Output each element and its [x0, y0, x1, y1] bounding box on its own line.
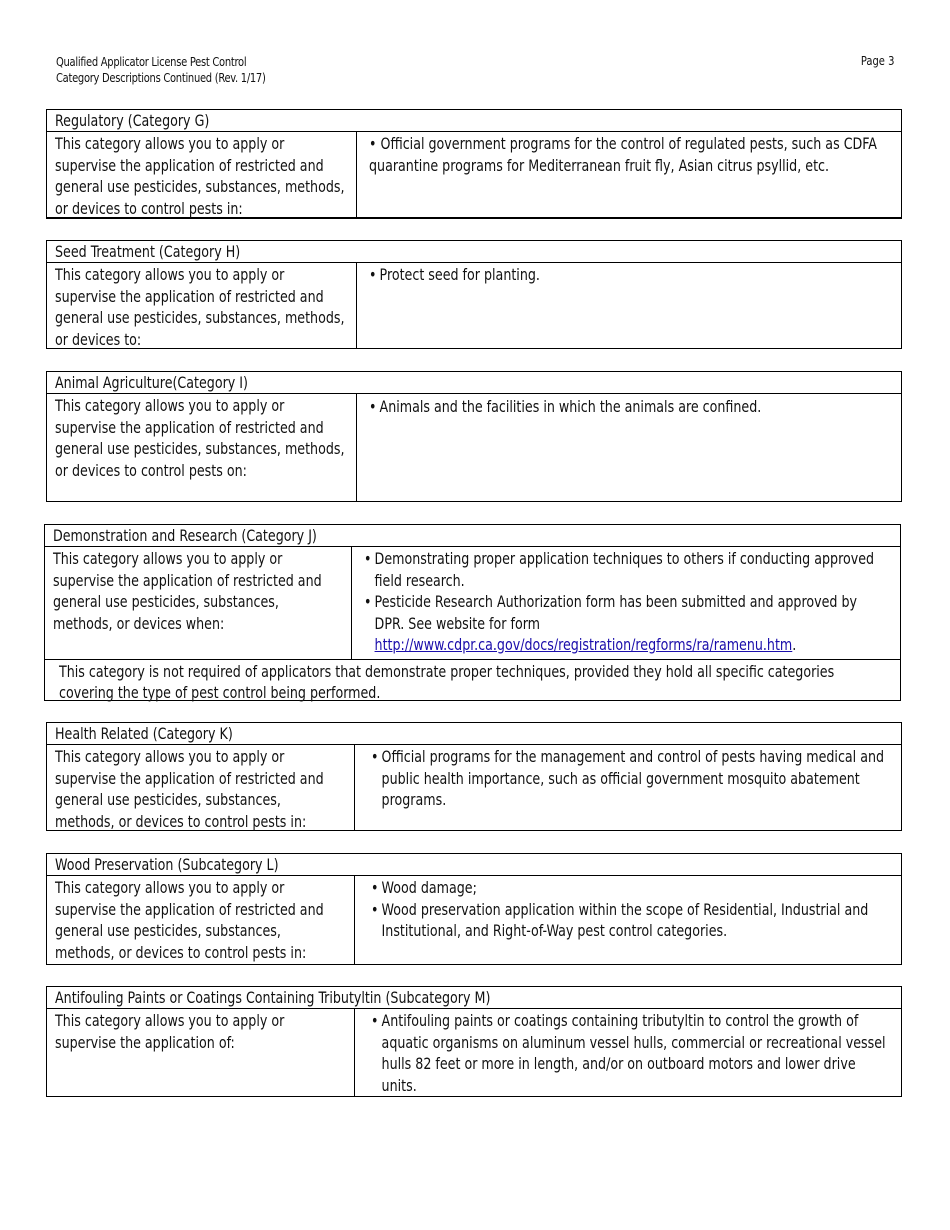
header-title: Qualified Applicator License Pest Control	[56, 55, 247, 69]
scope-item: • Demonstrating proper application techniques to others if conducting approved field research.	[364, 548, 889, 591]
category-scope	[357, 394, 901, 502]
category-k-table	[46, 722, 902, 831]
scope-item: • Official programs for the management and control of pests having medical and public health importance, such as official government mosquito abatement programs.	[371, 746, 890, 811]
category-description: This category allows you to apply or supervise the application of restricted and general use pesticides, substances, methods, or devices to control pests in:	[47, 876, 355, 965]
scope-item: • Protect seed for planting.	[369, 264, 890, 286]
category-footnote: This category is not required of applicators that demonstrate proper techniques, provided they hold all specific categories covering the type of pest control being performed.	[45, 659, 900, 706]
page-number: Page 3	[860, 54, 894, 68]
category-scope: • Official government programs for the control of regulated pests, such as CDFA quarantine programs for Mediterranean fruit fly, Asian citrus psyllid, etc.	[369, 134, 877, 175]
category-m-table	[46, 986, 902, 1097]
section-title: Regulatory (Category G)	[47, 110, 901, 132]
category-h-table	[46, 240, 902, 349]
section-title: Health Related (Category K)	[47, 723, 901, 745]
dpr-form-link[interactable]: http://www.cdpr.ca.gov/docs/registration/regforms/ra/ramenu.htm	[374, 635, 793, 654]
header-subtitle: Category Descriptions Continued (Rev. 1/17)	[56, 71, 266, 85]
category-scope	[357, 263, 901, 349]
category-description: This category allows you to apply or supervise the application of:	[47, 1009, 355, 1097]
section-title: Animal Agriculture(Category I)	[47, 372, 901, 394]
section-title: Antifouling Paints or Coatings Containing Tributyltin (Subcategory M)	[47, 987, 901, 1009]
section-title: Wood Preservation (Subcategory L)	[47, 854, 901, 876]
category-i-table	[46, 371, 902, 502]
category-scope	[355, 745, 901, 831]
section-title: Demonstration and Research (Category J)	[45, 525, 900, 547]
category-description: This category allows you to apply or supervise the application of restricted and general use pesticides, substances, methods, or devices when:	[45, 547, 352, 659]
category-scope	[352, 547, 900, 659]
category-description: This category allows you to apply or supervise the application of restricted and general use pesticides, substances, methods, or devices to control pests in:	[47, 132, 357, 219]
section-title: Seed Treatment (Category H)	[47, 241, 901, 263]
category-j-table	[44, 524, 901, 701]
category-description: This category allows you to apply or supervise the application of restricted and general use pesticides, substances, methods, or devices to:	[47, 263, 357, 349]
scope-item: • Animals and the facilities in which the animals are confined.	[369, 396, 890, 418]
document-header	[56, 54, 266, 86]
category-description: This category allows you to apply or supervise the application of restricted and general use pesticides, substances, methods, or devices to control pests on:	[47, 394, 357, 502]
category-l-table	[46, 853, 902, 965]
scope-item: • Pesticide Research Authorization form has been submitted and approved by DPR. See website for form http://www.cdpr.ca.gov/docs/registration/regforms/ra/ramenu.htm.	[364, 591, 889, 656]
scope-item: • Antifouling paints or coatings containing tributyltin to control the growth of aquatic organisms on aluminum vessel hulls, commercial or recreational vessel hulls 82 feet or more in length, and/or on outboard motors and lower drive units.	[371, 1010, 890, 1096]
category-scope	[355, 876, 901, 965]
category-g-table	[46, 109, 902, 219]
category-scope	[355, 1009, 901, 1099]
scope-item: • Wood damage;	[371, 877, 890, 899]
category-description: This category allows you to apply or supervise the application of restricted and general use pesticides, substances, methods, or devices to control pests in:	[47, 745, 355, 831]
scope-item: • Wood preservation application within the scope of Residential, Industrial and Institutional, and Right-of-Way pest control categories.	[371, 899, 890, 942]
